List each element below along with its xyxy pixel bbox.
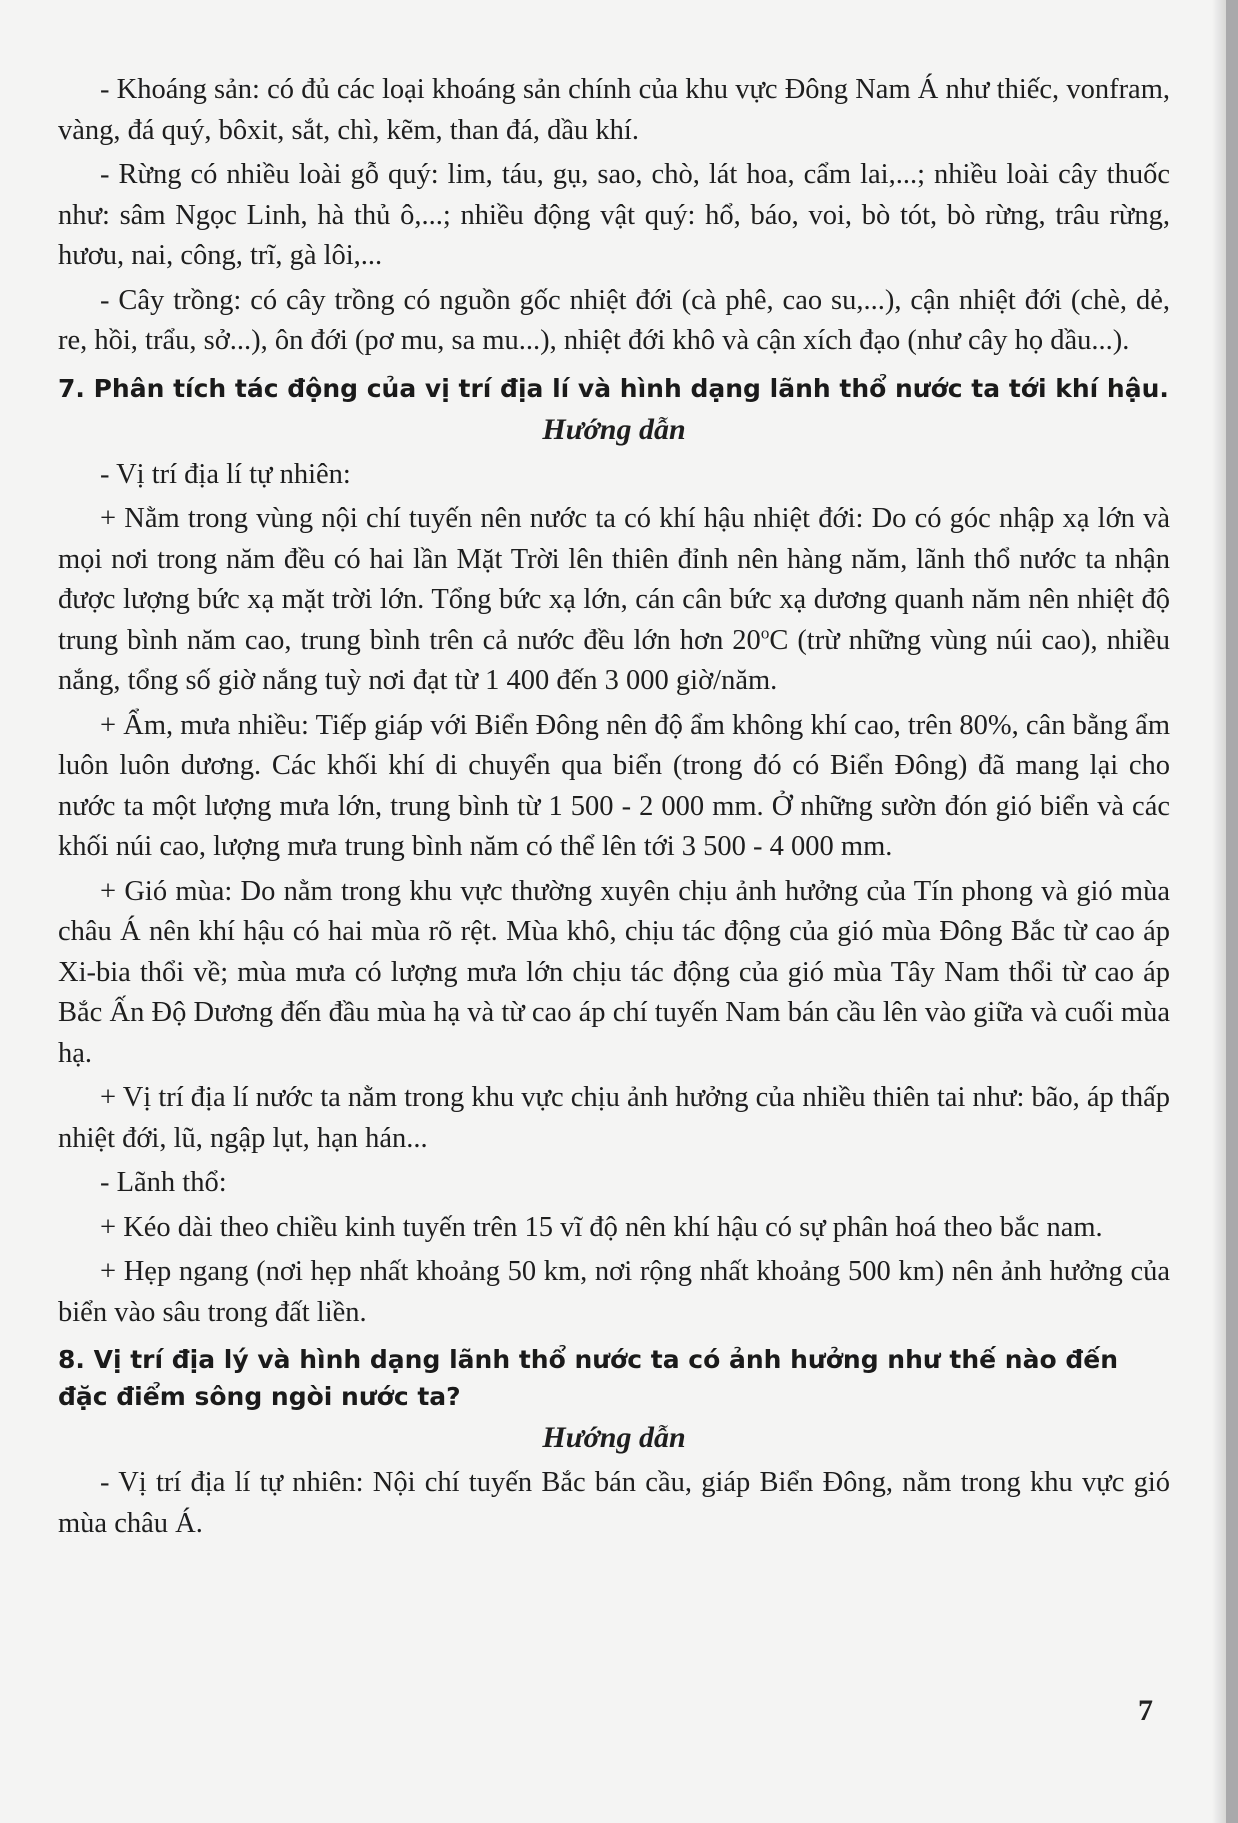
q7-paragraph-humidity: + Ẩm, mưa nhiều: Tiếp giáp với Biển Đông nên độ ẩm không khí cao, trên 80%, cân bằng ẩm luôn luôn dương. Các khối khí di chuyển qua biển (trong đó có Biển Đông) đã mang lại cho nước ta một lượng mưa lớn, trung bình từ 1 500 - 2 000 mm. Ở những sườn đón gió biển và các khối núi cao, lượng mưa trung bình năm có thể lên tới 3 500 - 4 000 mm.: [58, 709, 1170, 862]
page-content: [58, 70, 1170, 1548]
paragraph-crops: - Cây trồng: có cây trồng có nguồn gốc nhiệt đới (cà phê, cao su,...), cận nhiệt đới (chè, dẻ, re, hồi, trẩu, sở...), ôn đới (pơ mu, sa mu...), nhiệt đới khô và cận xích đạo (như cây họ dầu...).: [58, 284, 1170, 356]
q8-paragraph-location: - Vị trí địa lí tự nhiên: Nội chí tuyến Bắc bán cầu, giáp Biển Đông, nằm trong khu vực gió mùa châu Á.: [58, 1467, 1170, 1539]
q7-paragraph-monsoon: + Gió mùa: Do nằm trong khu vực thường xuyên chịu ảnh hưởng của Tín phong và gió mùa châu Á nên khí hậu có hai mùa rõ rệt. Mùa khô, chịu tác động của gió mùa Đông Bắc từ cao áp Xi-bia thổi về; mùa mưa có lượng mưa lớn chịu tác động của gió mùa Tây Nam thổi từ cao áp Bắc Ấn Độ Dương đến đầu mùa hạ và từ cao áp chí tuyến Nam bán cầu lên vào giữa và cuối mùa hạ.: [58, 875, 1170, 1069]
paragraph-minerals: - Khoáng sản: có đủ các loại khoáng sản chính của khu vực Đông Nam Á như thiếc, vonfram, vàng, đá quý, bôxit, sắt, chì, kẽm, than đá, dầu khí.: [58, 74, 1170, 146]
page-number: 7: [1138, 1694, 1153, 1727]
question-7-title: 7. Phân tích tác động của vị trí địa lí và hình dạng lãnh thổ nước ta tới khí hậu.: [58, 373, 1169, 403]
q7-paragraph-latitude: + Kéo dài theo chiều kinh tuyến trên 15 vĩ độ nên khí hậu có sự phân hoá theo bắc nam.: [100, 1211, 1103, 1243]
degree-sign: o: [760, 623, 770, 642]
q7-tropical-text-end: C (trừ những vùng núi cao), nhiều nắng, tổng số giờ nắng tuỳ nơi đạt từ 1 400 đến 3 000 giờ/năm.: [58, 624, 1170, 696]
q7-paragraph-tropical: [58, 499, 1170, 702]
page-edge-shadow: [1226, 0, 1238, 1823]
question-8-guide-heading: Hướng dẫn: [542, 1421, 686, 1454]
q7-tropical-text: + Nằm trong vùng nội chí tuyến nên nước ta có khí hậu nhiệt đới: Do có góc nhập xạ lớn và mọi nơi trong năm đều có hai lần Mặt Trời lên thiên đỉnh nên hàng năm, lãnh thổ nước ta nhận được lượng bức xạ mặt trời lớn. Tổng bức xạ lớn, cán cân bức xạ dương quanh năm nên nhiệt độ trung bình năm cao, trung bình trên cả nước đều lớn hơn 20: [58, 503, 1170, 656]
paragraph-forests: - Rừng có nhiều loài gỗ quý: lim, táu, gụ, sao, chò, lát hoa, cẩm lai,...; nhiều loài cây thuốc như: sâm Ngọc Linh, hà thủ ô,...; nhiều động vật quý: hổ, báo, voi, bò tót, bò rừng, trâu rừng, hươu, nai, công, trĩ, gà lôi,...: [58, 159, 1170, 271]
q7-paragraph-territory: - Lãnh thổ:: [100, 1167, 227, 1198]
question-7-guide-heading: Hướng dẫn: [542, 412, 686, 446]
q7-paragraph-disasters: + Vị trí địa lí nước ta nằm trong khu vực chịu ảnh hưởng của nhiều thiên tai như: bão, áp thấp nhiệt đới, lũ, ngập lụt, hạn hán...: [58, 1082, 1170, 1154]
q7-paragraph-location: - Vị trí địa lí tự nhiên:: [100, 458, 351, 490]
q7-paragraph-narrow: + Hẹp ngang (nơi hẹp nhất khoảng 50 km, nơi rộng nhất khoảng 500 km) nên ảnh hưởng của biển vào sâu trong đất liền.: [58, 1256, 1170, 1328]
question-8-title: 8. Vị trí địa lý và hình dạng lãnh thổ nước ta có ảnh hưởng như thế nào đến đặc điểm sông ngòi nước ta?: [58, 1345, 1118, 1411]
